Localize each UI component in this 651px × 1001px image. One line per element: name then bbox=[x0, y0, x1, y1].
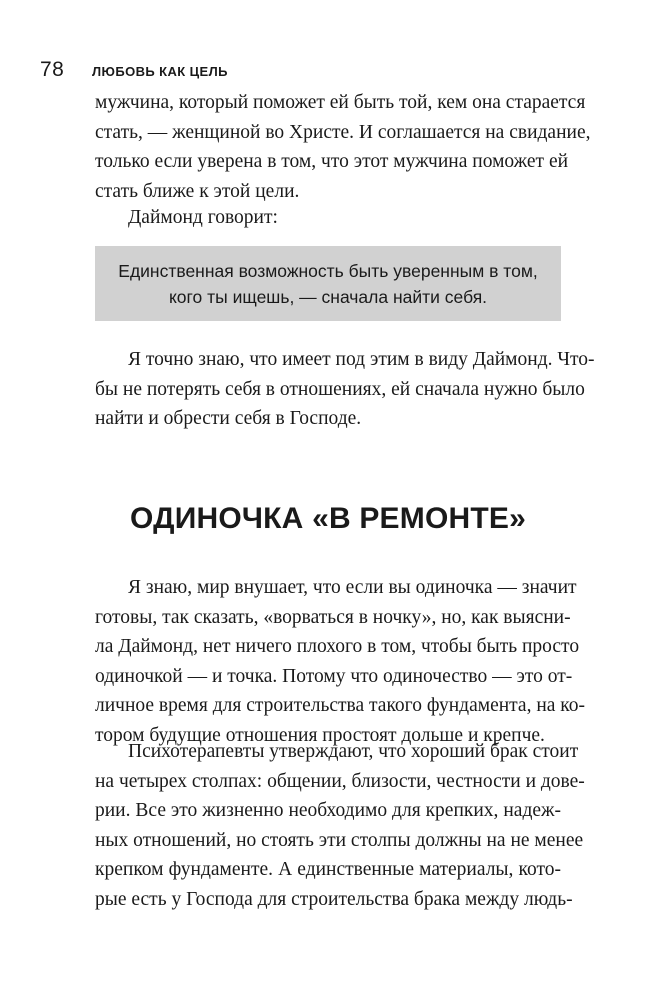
quote-line: кого ты ищешь, — сначала найти себя. bbox=[168, 286, 488, 307]
text-line: стать, — женщиной во Христе. И соглашается на свидание, bbox=[95, 121, 591, 143]
text-line: на четырех столпах: общении, близости, честности и дове- bbox=[95, 770, 585, 792]
text-line: рые есть у Господа для строительства брака между людь- bbox=[95, 888, 573, 910]
text-line: Я знаю, мир внушает, что если вы одиночка — значит bbox=[128, 577, 577, 598]
paragraph-find-yourself bbox=[95, 345, 595, 434]
paragraph-psychotherapists bbox=[95, 737, 585, 915]
text-line: ных отношений, но стоять эти столпы должны на не менее bbox=[95, 829, 584, 851]
text-line: рии. Все это жизненно необходимо для крепких, надеж- bbox=[95, 800, 561, 822]
text-line: ла Даймонд, нет ничего плохого в том, чтобы быть просто bbox=[95, 636, 580, 658]
text-line: тором будущие отношения простоят дольше и крепче. bbox=[95, 724, 545, 746]
text-line: бы не потерять себя в отношениях, ей сначала нужно было bbox=[95, 378, 585, 400]
quote-line: Единственная возможность быть уверенным в том, bbox=[118, 260, 538, 281]
quote-text bbox=[108, 258, 548, 310]
text-line: Я точно знаю, что имеет под этим в виду Даймонд. Что- bbox=[128, 349, 595, 370]
text-line: только если уверена в том, что этот мужчина поможет ей bbox=[95, 151, 569, 173]
paragraph-diamond-says bbox=[128, 203, 568, 233]
text-line: одиночкой — и точка. Потому что одиночество — это от- bbox=[95, 665, 573, 687]
text-line: готовы, так сказать, «ворваться в ночку», но, как выясни- bbox=[95, 606, 571, 628]
text-line: стать ближе к этой цели. bbox=[95, 180, 300, 202]
book-title: ЛЮБОВЬ КАК ЦЕЛЬ bbox=[92, 64, 228, 79]
page-number: 78 bbox=[40, 58, 65, 81]
text-line: крепком фундаменте. А единственные материалы, кото- bbox=[95, 859, 561, 881]
section-heading: ОДИНОЧКА «В РЕМОНТЕ» bbox=[130, 502, 526, 535]
text-line: личное время для строительства такого фундамента, на ко- bbox=[95, 695, 586, 717]
text-line: найти и обрести себя в Господе. bbox=[95, 408, 362, 430]
paragraph-single bbox=[95, 573, 586, 751]
quote-box bbox=[95, 246, 561, 321]
running-header bbox=[40, 58, 228, 82]
text-line: мужчина, который поможет ей быть той, кем она старается bbox=[95, 92, 586, 113]
text-line: Даймонд говорит: bbox=[128, 207, 278, 228]
text-line: Психотерапевты утверждают, что хороший брак стоит bbox=[128, 741, 579, 762]
paragraph-continuation bbox=[95, 88, 591, 206]
